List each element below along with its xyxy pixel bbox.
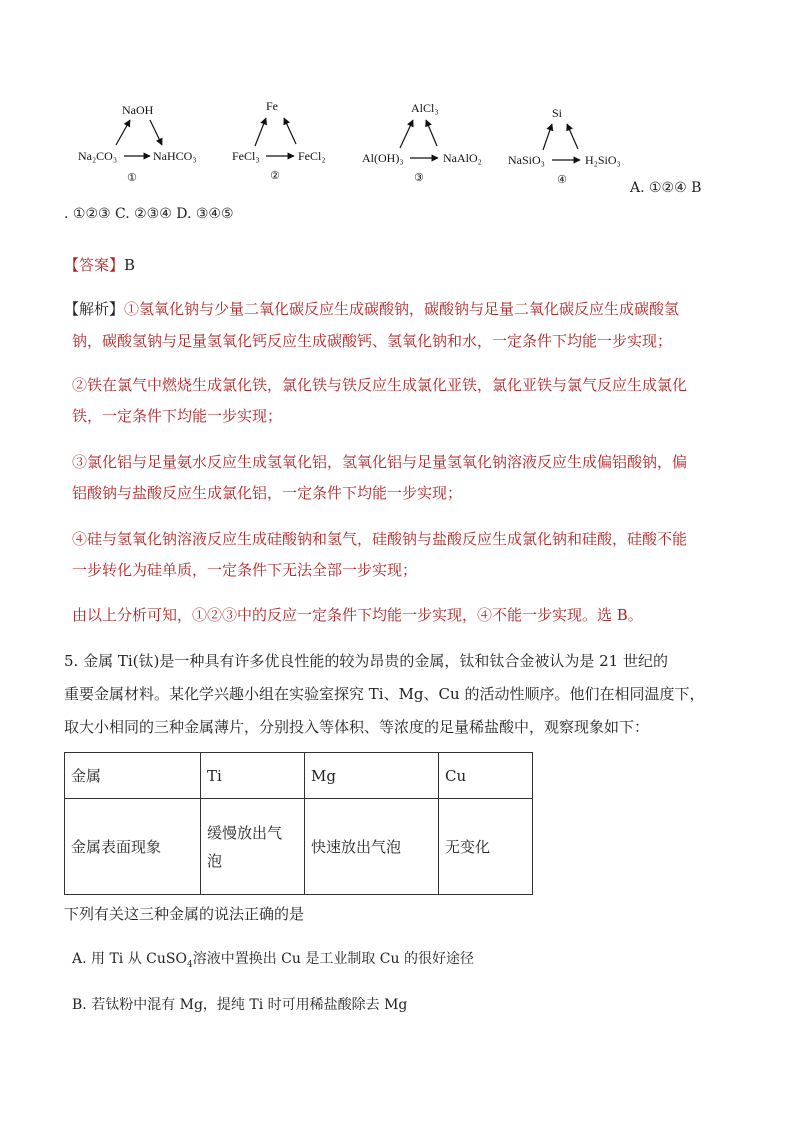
diagram-1-right: NaHCO₃: [153, 149, 197, 163]
table-cell: 快速放出气泡: [305, 799, 439, 895]
answer: [64, 254, 135, 275]
analysis-line: 铝酸钠与盐酸反应生成氯化铝，一定条件下均能一步实现；: [72, 484, 463, 502]
answer-label: 【答案】: [64, 256, 125, 274]
option-a-text: 溶液中置换出 Cu 是工业制取 Cu 的很好途径: [192, 951, 474, 967]
diagram-3-number: ③: [414, 171, 424, 184]
diagram-2-top: Fe: [266, 99, 278, 113]
diagram-4-right: H₂SiO₃: [585, 153, 621, 167]
table-cell: 金属: [65, 753, 201, 799]
reaction-diagrams: [0, 90, 794, 190]
diagram-1-left: Na₂CO₃: [78, 149, 118, 163]
diagram-4: [508, 106, 621, 186]
table-row: [65, 753, 533, 799]
table-cell: 无变化: [439, 799, 533, 895]
question-5-line: 5. 金属 Ti(钛)是一种具有许多优良性能的较为昂贵的金属，钛和钛合金被认为是 21 世纪的: [64, 652, 668, 670]
table-cell-line: 泡: [207, 851, 223, 870]
diagram-4-number: ④: [557, 173, 567, 186]
question-5-line: 重要金属材料。某化学兴趣小组在实验室探究 Ti、Mg、Cu 的活动性顺序。他们在相同温度下，: [64, 685, 705, 703]
diagram-1-number: ①: [127, 171, 137, 184]
question-5-prompt: 下列有关这三种金属的说法正确的是: [64, 905, 305, 923]
options-line-1: A. ①②④ B: [630, 180, 702, 196]
diagram-1: [78, 103, 197, 184]
diagram-2-right: FeCl₂: [298, 149, 326, 163]
analysis-line: ②铁在氯气中燃烧生成氯化铁，氯化铁与铁反应生成氯化亚铁，氯化亚铁与氯气反应生成氯化: [72, 376, 688, 394]
analysis-line: 钠，碳酸氢钠与足量氢氧化钙反应生成碳酸钙、氢氧化钠和水，一定条件下均能一步实现；: [72, 332, 673, 350]
diagram-3: [362, 101, 482, 184]
table-row: [65, 799, 533, 895]
question-5-line: 取大小相同的三种金属薄片，分别投入等体积、等浓度的足量稀盐酸中，观察现象如下：: [64, 718, 650, 736]
table-cell: Ti: [201, 753, 305, 799]
analysis-line: 一步转化为硅单质，一定条件下无法全部一步实现；: [72, 561, 418, 579]
option-b: B. 若钛粉中混有 Mg，提纯 Ti 时可用稀盐酸除去 Mg: [72, 997, 408, 1013]
table-cell: Cu: [439, 753, 533, 799]
diagram-4-top: Si: [552, 106, 563, 120]
options-line-2: . ①②③ C. ②③④ D. ③④⑤: [64, 206, 234, 222]
diagram-2-left: FeCl₃: [232, 149, 260, 163]
diagram-3-top: AlCl₃: [411, 101, 439, 115]
table-cell: Mg: [305, 753, 439, 799]
metal-reaction-table: [64, 752, 533, 895]
table-cell-line: 缓慢放出气: [207, 823, 283, 842]
option-a-subscript: 4: [186, 959, 193, 970]
diagram-2-number: ②: [270, 169, 280, 182]
analysis-line: ④硅与氢氧化钠溶液反应生成硅酸钠和氢气，硅酸钠与盐酸反应生成氯化钠和硅酸，硅酸不能: [72, 530, 688, 548]
analysis-text: ①氢氧化钠与少量二氧化碳反应生成碳酸钠，碳酸钠与足量二氧化碳反应生成碳酸氢: [124, 300, 680, 318]
diagram-3-left: Al(OH)₃: [362, 151, 404, 165]
option-a-text: A. 用 Ti 从 CuSO: [72, 951, 187, 967]
diagram-3-right: NaAlO₂: [443, 151, 482, 165]
analysis-label: 【解析】: [64, 300, 125, 318]
diagram-2: [232, 99, 326, 182]
diagram-4-left: NaSiO₃: [508, 153, 545, 167]
table-cell: [201, 799, 305, 895]
analysis-line: 铁，一定条件下均能一步实现；: [72, 407, 283, 425]
option-a: [72, 948, 474, 970]
diagram-1-top: NaOH: [122, 103, 154, 117]
answer-value: B: [124, 256, 136, 274]
table-cell: 金属表面现象: [65, 799, 201, 895]
analysis-conclusion: 由以上分析可知，①②③中的反应一定条件下均能一步实现，④不能一步实现。选 B。: [72, 606, 643, 624]
analysis-line: ③氯化铝与足量氨水反应生成氢氧化铝，氢氧化铝与足量氢氧化钠溶液反应生成偏铝酸钠，偏: [72, 453, 688, 471]
analysis-line-1: [64, 298, 679, 319]
